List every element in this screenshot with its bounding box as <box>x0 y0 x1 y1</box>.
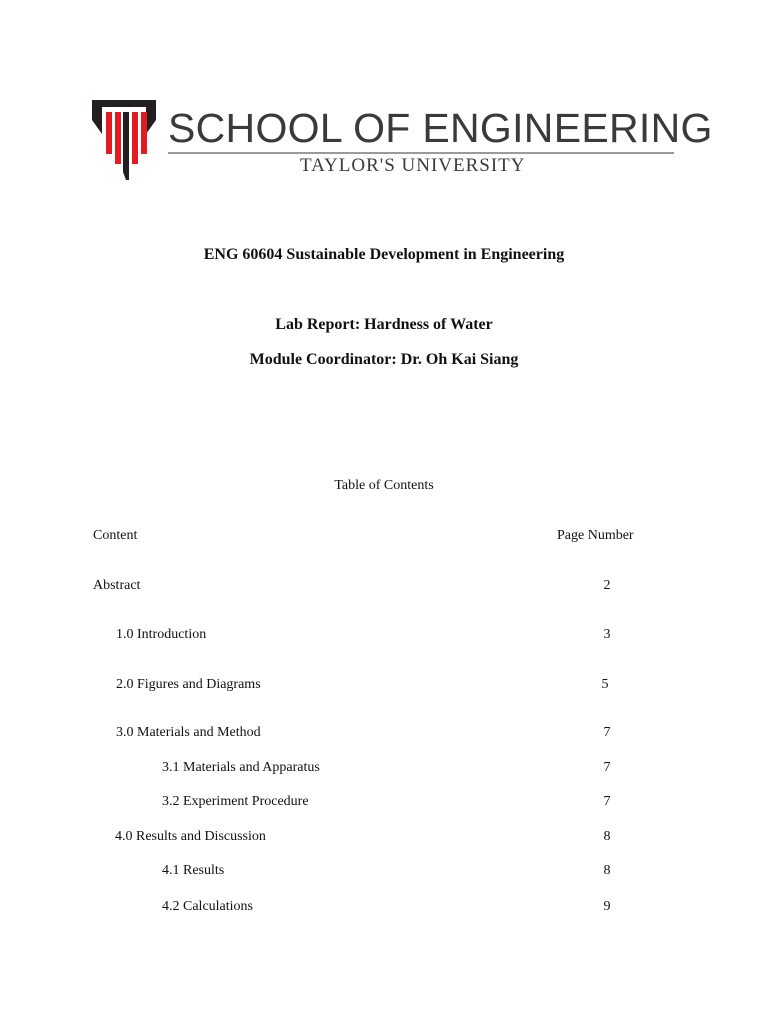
toc-entry <box>0 626 768 646</box>
toc-entry-label: 3.1 Materials and Apparatus <box>162 760 320 775</box>
toc-column-page-number: Page Number <box>557 528 634 543</box>
toc-entry-label: Abstract <box>93 578 141 593</box>
toc-entry-page: 7 <box>603 760 611 775</box>
logo-subtitle: TAYLOR'S UNIVERSITY <box>300 155 526 176</box>
toc-entry-page: 2 <box>603 578 611 593</box>
toc-entry <box>0 724 768 744</box>
toc-entry-page: 8 <box>603 863 611 878</box>
toc-title: Table of Contents <box>334 478 434 493</box>
toc-column-content: Content <box>93 528 138 543</box>
toc-entry <box>0 828 768 848</box>
toc-entry-page: 9 <box>603 899 611 914</box>
toc-entry-page: 5 <box>601 677 609 692</box>
toc-entry-label: 3.2 Experiment Procedure <box>162 794 309 809</box>
toc-entry-page: 7 <box>603 725 611 740</box>
toc-entry-page: 8 <box>603 829 611 844</box>
toc-entry-label: 4.2 Calculations <box>162 899 253 914</box>
toc-entry-label: 2.0 Figures and Diagrams <box>116 677 261 692</box>
school-logo <box>92 100 713 180</box>
course-title: ENG 60604 Sustainable Development in Engineering <box>203 246 565 263</box>
toc-entry <box>0 577 768 597</box>
module-coordinator: Module Coordinator: Dr. Oh Kai Siang <box>249 351 519 368</box>
logo-title: SCHOOL OF ENGINEERING <box>168 105 713 151</box>
toc-entry <box>0 898 768 918</box>
toc-entry <box>0 862 768 882</box>
toc-entry-page: 3 <box>603 627 611 642</box>
toc-entry-label: 3.0 Materials and Method <box>116 725 261 740</box>
toc-entry-label: 4.0 Results and Discussion <box>115 829 266 844</box>
toc-entry <box>0 759 768 779</box>
report-title: Lab Report: Hardness of Water <box>275 316 493 333</box>
toc-entry <box>0 676 768 696</box>
toc-entry-label: 4.1 Results <box>162 863 225 878</box>
toc-entry-page: 7 <box>603 794 611 809</box>
university-emblem-icon <box>92 100 158 180</box>
toc-entry <box>0 793 768 813</box>
toc-entry-label: 1.0 Introduction <box>116 627 207 642</box>
